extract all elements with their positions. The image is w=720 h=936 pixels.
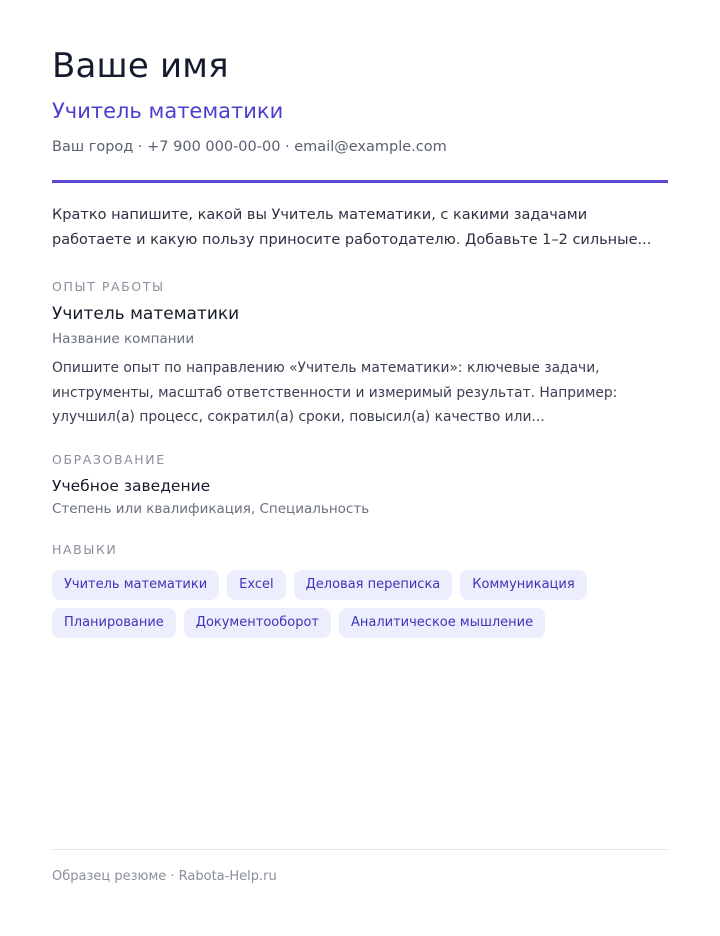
skills-heading: НАВЫКИ — [52, 542, 118, 557]
candidate-name: Ваше имя — [52, 46, 229, 86]
contact-line: Ваш город · +7 900 000-00-00 · email@example.com — [52, 139, 447, 155]
footer-divider — [52, 849, 668, 850]
education-heading: ОБРАЗОВАНИЕ — [52, 452, 166, 467]
experience-description: Опишите опыт по направлению «Учитель математики»: ключевые задачи, инструменты, масштаб ответственности и измеримый результат. Например: улучшил(а) процесс, сократил(а) сроки, повысил(а) качество или... — [52, 360, 618, 425]
footer-text: Образец резюме · Rabota-Help.ru — [52, 869, 277, 884]
skill-chip: Коммуникация — [460, 570, 586, 600]
experience-company: Название компании — [52, 331, 195, 347]
skill-chip: Учитель математики — [52, 570, 219, 600]
skills-list — [52, 570, 668, 638]
skill-chip: Планирование — [52, 608, 176, 638]
skill-chip: Excel — [227, 570, 285, 600]
header-divider — [52, 180, 668, 183]
skill-chip: Деловая переписка — [294, 570, 453, 600]
skill-chip: Документооборот — [184, 608, 331, 638]
experience-position: Учитель математики — [52, 304, 240, 324]
summary-text: Кратко напишите, какой вы Учитель математики, с какими задачами работаете и какую пользу приносите работодателю. Добавьте 1–2 сильные... — [52, 207, 652, 248]
experience-heading: ОПЫТ РАБОТЫ — [52, 279, 165, 294]
education-detail: Степень или квалификация, Специальность — [52, 501, 370, 517]
skill-chip: Аналитическое мышление — [339, 608, 545, 638]
education-institution: Учебное заведение — [52, 477, 211, 495]
job-title: Учитель математики — [52, 99, 284, 123]
